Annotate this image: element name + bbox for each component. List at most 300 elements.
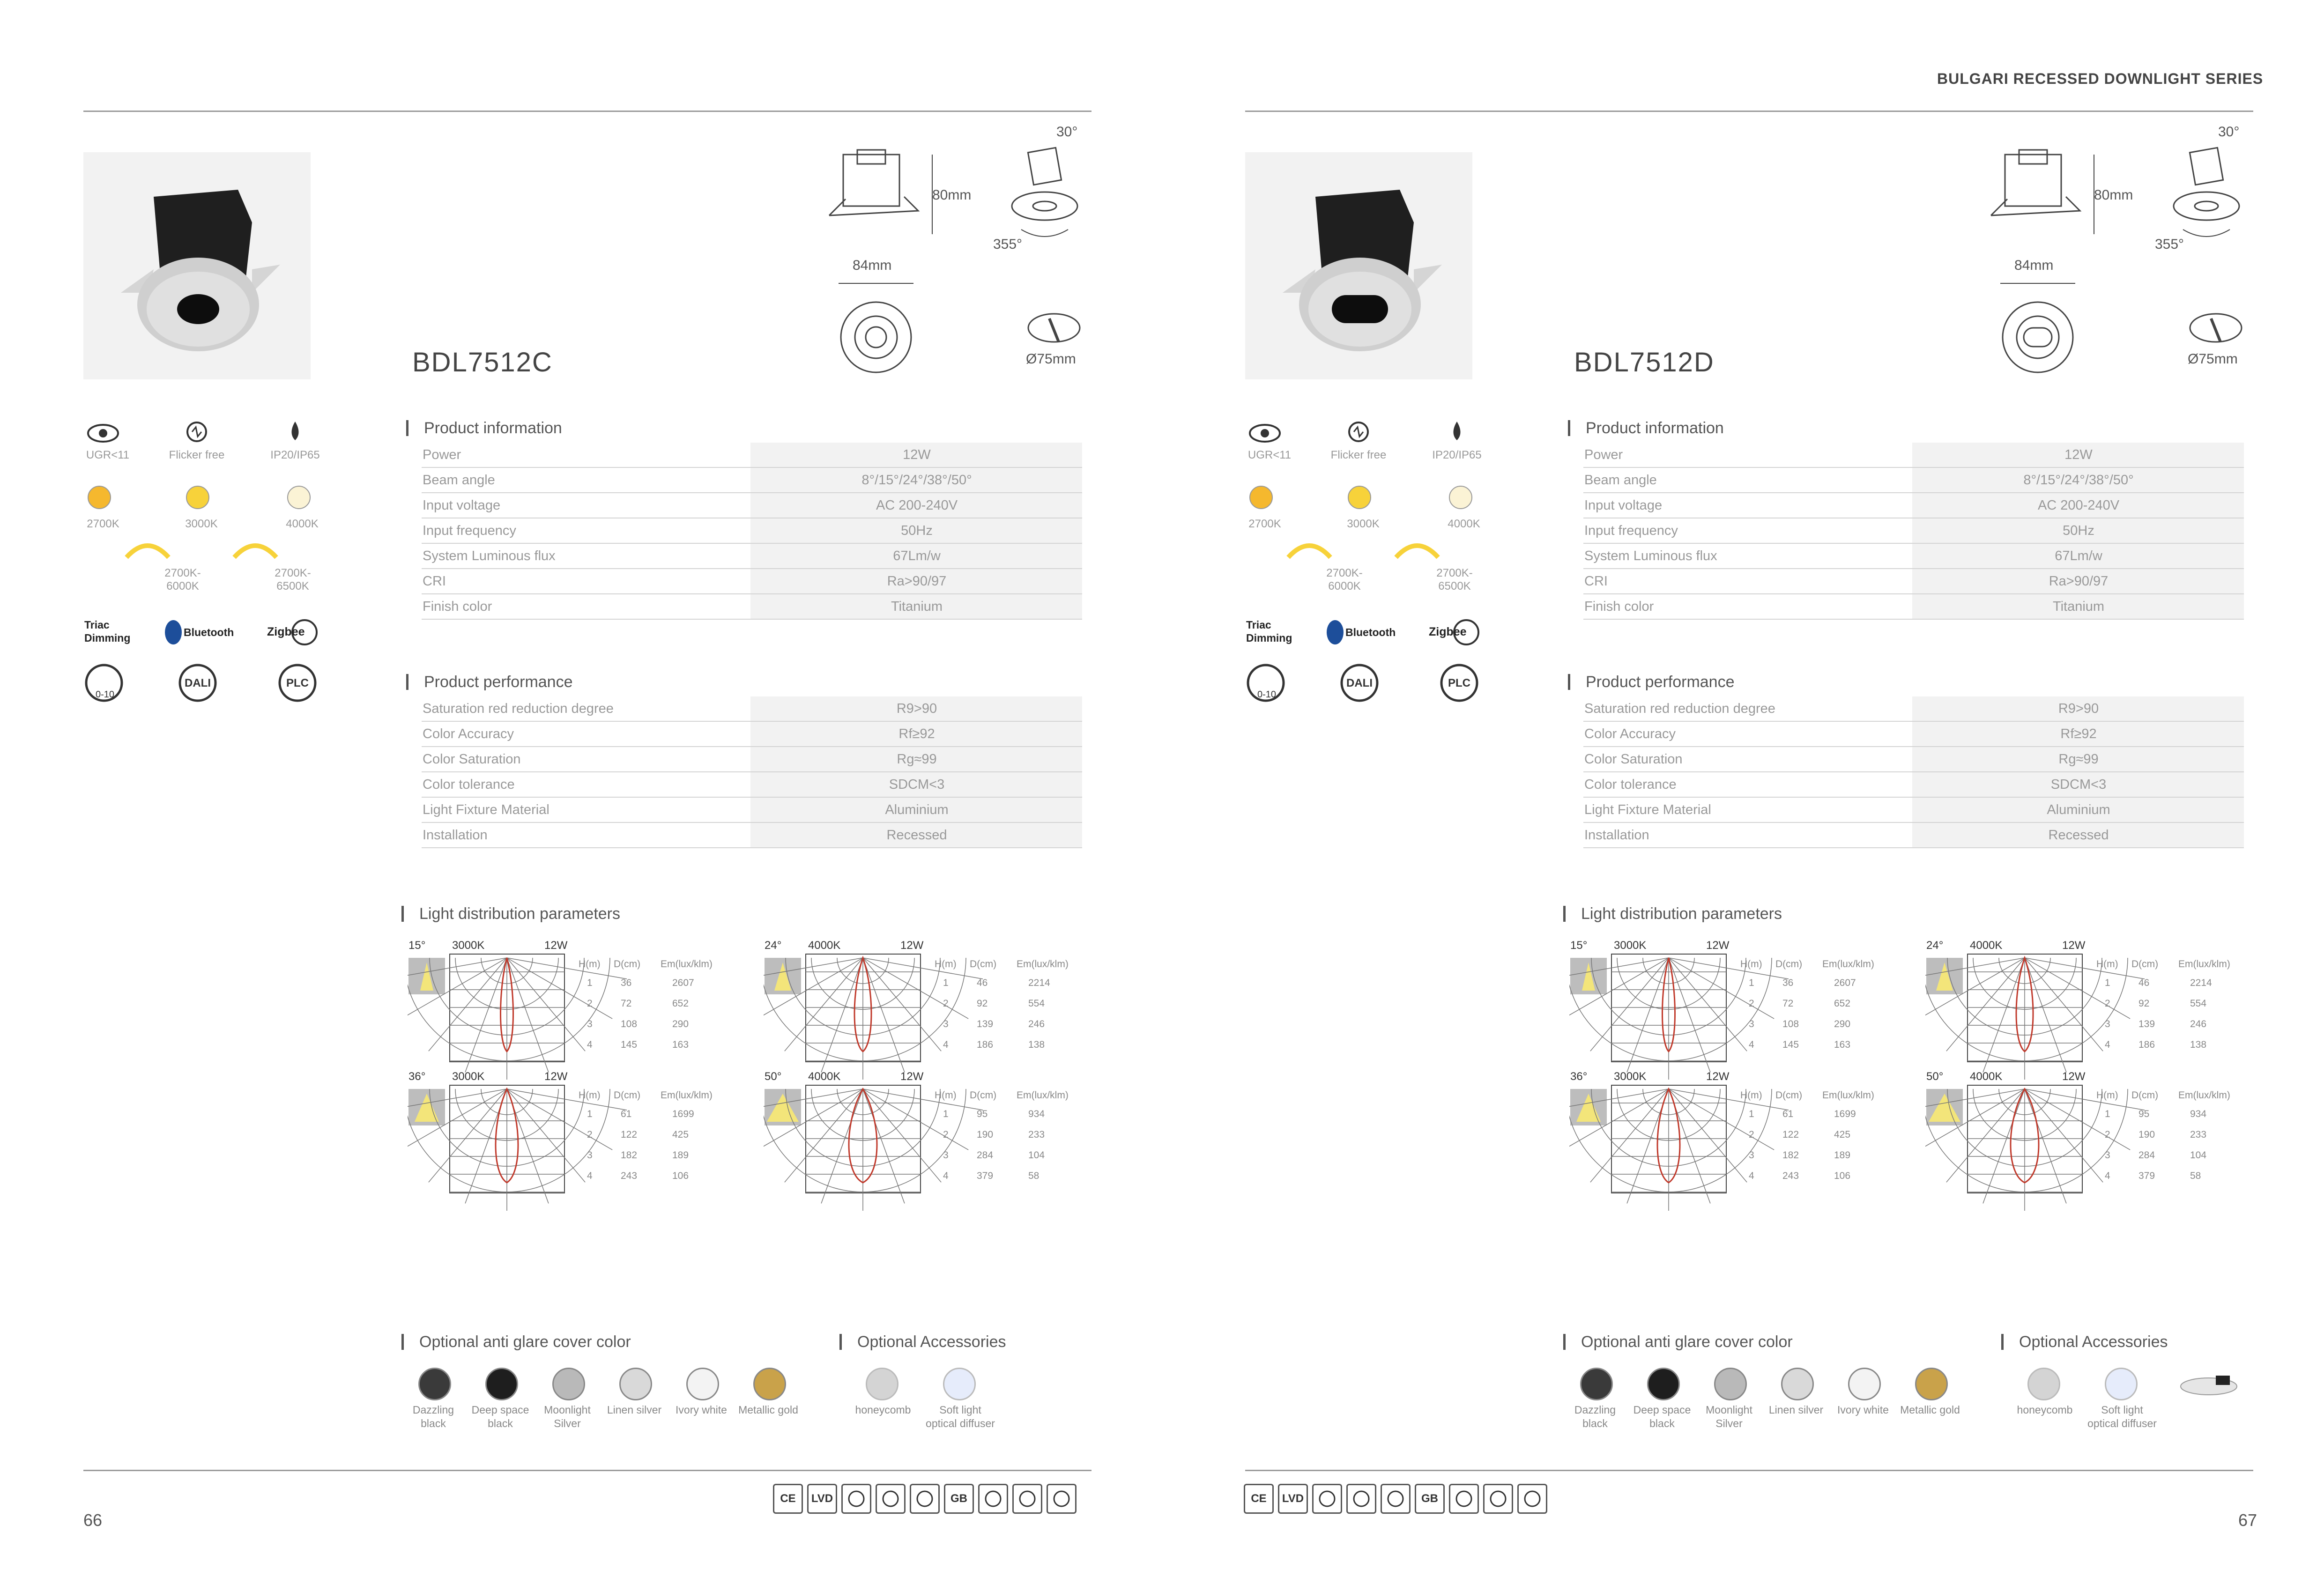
col-distance: D(cm) [1775,959,1803,970]
product-info-heading: Product information [1586,419,1724,437]
cover-label: Linen silver [1768,1404,1824,1416]
certification-mark-icon [1449,1484,1479,1514]
illuminance-value: 425 [672,1129,689,1140]
product-photo [1245,152,1472,379]
cct-label: 3000K [452,1070,485,1083]
spec-value: AC 200-240V [750,493,1082,518]
illuminance-value: 106 [1834,1170,1851,1181]
distance-value: 92 [2138,998,2150,1009]
spec-label: Input voltage [1583,493,1912,518]
spec-row [422,594,1082,619]
distance-value: 46 [977,977,988,988]
illuminance-row [2096,1150,2274,1170]
col-height: H(m) [935,1090,957,1101]
distance-value: 36 [621,977,632,988]
spec-label: Beam angle [422,467,750,493]
col-illuminance: Em(lux/klm) [1017,1090,1069,1101]
illuminance-value: 246 [1028,1019,1045,1029]
ip-rating-label: IP20/IP65 [270,449,320,461]
illuminance-row [579,977,757,998]
distance-value: 95 [2138,1109,2150,1119]
height-value: 2 [943,998,949,1009]
ugr-icon-label: UGR<11 [1247,449,1292,461]
col-height: H(m) [579,1090,601,1101]
illuminance-value: 2214 [1028,977,1050,988]
plc-label: PLC [1448,677,1470,689]
cover-swatch [1714,1368,1747,1400]
cover-swatch [552,1368,585,1400]
distance-value: 284 [977,1150,994,1161]
illuminance-value: 58 [2190,1170,2201,1181]
illuminance-value: 934 [1028,1109,1045,1119]
col-illuminance: Em(lux/klm) [2178,959,2230,970]
spec-label: Light Fixture Material [422,797,750,822]
illuminance-value: 554 [1028,998,1045,1009]
accessory-swatch [2105,1368,2138,1400]
col-height: H(m) [579,959,601,970]
distance-value: 72 [1782,998,1794,1009]
spec-label: Power [422,443,750,467]
spec-label: Light Fixture Material [1583,797,1912,822]
spec-row [1583,696,2244,721]
certification-mark-icon: GB [1415,1484,1445,1514]
illuminance-header [579,1090,757,1109]
distance-value: 190 [2138,1129,2155,1140]
cct-label: 4000K [808,1070,841,1083]
dim-width: 84mm [853,258,892,273]
height-value: 2 [943,1129,949,1140]
accessory-image [2178,1370,2239,1398]
product-performance-table [422,696,1082,848]
col-distance: D(cm) [970,959,997,970]
dimming-010-label: 0-10 [95,689,115,700]
power-label: 12W [1706,1070,1730,1083]
illuminance-row [935,1019,1113,1039]
illuminance-value: 290 [672,1019,689,1029]
ip-rating-label: IP20/IP65 [1432,449,1482,461]
illuminance-row [935,1129,1113,1150]
illuminance-row [579,1150,757,1170]
illuminance-row [935,1150,1113,1170]
cover-label: Deep space black [471,1404,529,1429]
certification-mark-icon [910,1484,940,1514]
col-illuminance: Em(lux/klm) [661,1090,713,1101]
dim-height: 80mm [2094,187,2133,203]
spec-label: Finish color [422,594,750,619]
distance-value: 72 [621,998,632,1009]
dimension-drawings [1986,122,2249,375]
height-value: 2 [2105,1129,2110,1140]
accessory-label: honeycomb [2017,1404,2073,1416]
spec-label: Color Accuracy [1583,721,1912,747]
light-distribution-chart [1569,1070,1925,1197]
col-distance: D(cm) [970,1090,997,1101]
product-info-table [1583,443,2244,620]
illuminance-table [935,959,1113,1060]
cover-swatch [1781,1368,1814,1400]
flicker-free-label: Flicker free [1330,449,1387,461]
illuminance-row [2096,977,2274,998]
distance-value: 145 [621,1039,638,1050]
cover-label: Moonlight Silver [1706,1404,1752,1429]
illuminance-value: 163 [672,1039,689,1050]
col-illuminance: Em(lux/klm) [2178,1090,2230,1101]
col-distance: D(cm) [2131,1090,2159,1101]
cct-3000k-label: 3000K [185,518,218,530]
height-value: 3 [587,1019,593,1029]
zigbee-label: Zigbee [1429,625,1467,638]
certification-mark-icon: CE [773,1484,803,1514]
feature-icons [75,412,337,712]
zigbee-label: Zigbee [267,625,305,638]
col-height: H(m) [2096,959,2118,970]
model-name: BDL7512C [412,347,553,378]
spec-value: Rf≥92 [1912,721,2244,747]
spec-label: Color tolerance [1583,772,1912,797]
height-value: 3 [587,1150,593,1161]
illuminance-value: 652 [672,998,689,1009]
distance-value: 61 [1782,1109,1794,1119]
accessory-label: Soft light optical diffuser [926,1404,995,1429]
illuminance-value: 934 [2190,1109,2207,1119]
height-value: 2 [2105,998,2110,1009]
col-distance: D(cm) [2131,959,2159,970]
beam-angle-label: 24° [765,939,782,952]
light-distribution-heading: Light distribution parameters [419,905,621,923]
height-value: 3 [2105,1019,2110,1029]
accessory-swatch [2027,1368,2060,1400]
illuminance-header [1740,959,1918,977]
page-number: 67 [2238,1510,2257,1530]
bottom-rule [1245,1470,2253,1471]
spec-value: 50Hz [750,518,1082,543]
product-info-table [422,443,1082,620]
spec-row [1583,797,2244,822]
bluetooth-label: Bluetooth [1345,626,1396,638]
spec-value: 8°/15°/24°/38°/50° [750,467,1082,493]
height-value: 4 [587,1039,593,1050]
col-height: H(m) [935,959,957,970]
certification-mark-icon [876,1484,906,1514]
illuminance-value: 163 [1834,1039,1851,1050]
cover-swatch [619,1368,652,1400]
height-value: 1 [2105,977,2110,988]
illuminance-row [1740,1109,1918,1129]
spec-label: Finish color [1583,594,1912,619]
spec-row [422,518,1082,543]
distance-value: 36 [1782,977,1794,988]
illuminance-table [1740,1090,1918,1191]
cover-swatch [1580,1368,1613,1400]
spec-value: R9>90 [750,696,1082,721]
dali-label: DALI [185,677,211,689]
spec-row [1583,518,2244,543]
illuminance-value: 233 [2190,1129,2207,1140]
power-label: 12W [1706,939,1730,952]
certification-mark-icon [1047,1484,1077,1514]
cct-3000k-label: 3000K [1347,518,1380,530]
col-height: H(m) [2096,1090,2118,1101]
spec-row [422,467,1082,493]
certification-mark-icon [1346,1484,1376,1514]
illuminance-value: 233 [1028,1129,1045,1140]
illuminance-row [2096,998,2274,1019]
distance-value: 284 [2138,1150,2155,1161]
spec-value: Rf≥92 [750,721,1082,747]
certification-mark-icon [1483,1484,1513,1514]
beam-angle-label: 24° [1926,939,1944,952]
col-height: H(m) [1740,1090,1762,1101]
height-value: 2 [587,998,593,1009]
height-value: 1 [943,1109,949,1119]
certification-mark-icon: LVD [807,1484,837,1514]
height-value: 3 [2105,1150,2110,1161]
distance-value: 243 [621,1170,638,1181]
distance-value: 243 [1782,1170,1799,1181]
accessory-swatch [866,1368,898,1400]
illuminance-value: 290 [1834,1019,1851,1029]
distance-value: 379 [977,1170,994,1181]
height-value: 2 [1749,998,1754,1009]
illuminance-row [579,1109,757,1129]
illuminance-header [579,959,757,977]
spec-value: Rg≈99 [750,747,1082,772]
spec-value: Titanium [1912,594,2244,619]
height-value: 1 [2105,1109,2110,1119]
col-distance: D(cm) [614,959,641,970]
cover-label: Moonlight Silver [544,1404,591,1429]
illuminance-table [2096,1090,2274,1191]
distance-value: 95 [977,1109,988,1119]
illuminance-row [1740,1150,1918,1170]
dim-cutout: Ø75mm [1026,351,1076,367]
spec-row [1583,747,2244,772]
illuminance-row [1740,1039,1918,1060]
spec-row [1583,467,2244,493]
certification-mark-icon [1312,1484,1342,1514]
product-info-heading: Product information [424,419,562,437]
cover-label: Dazzling black [1574,1404,1616,1429]
spec-row [1583,594,2244,619]
illuminance-value: 1699 [1834,1109,1856,1119]
cct-label: 3000K [452,939,485,952]
dim-rotate: 355° [993,237,1023,252]
product-performance-table [1583,696,2244,848]
cover-swatch [1647,1368,1680,1400]
spec-label: Installation [422,822,750,848]
illuminance-value: 2607 [672,977,694,988]
illuminance-row [579,1039,757,1060]
cover-label: Linen silver [607,1404,662,1416]
accessory-label: honeycomb [855,1404,911,1416]
cct-label: 4000K [808,939,841,952]
illuminance-header [1740,1090,1918,1109]
spec-row [1583,443,2244,467]
triac-dimming-label: Triac Dimming [84,619,131,644]
illuminance-value: 189 [672,1150,689,1161]
distance-value: 186 [977,1039,994,1050]
illuminance-row [2096,1109,2274,1129]
illuminance-row [935,1039,1113,1060]
spec-value: 50Hz [1912,518,2244,543]
plc-label: PLC [286,677,309,689]
height-value: 3 [1749,1019,1754,1029]
beam-angle-label: 50° [1926,1070,1944,1083]
certification-mark-icon: LVD [1278,1484,1308,1514]
light-distribution-chart [764,939,1120,1066]
certification-mark-icon [978,1484,1008,1514]
spec-row [422,797,1082,822]
spec-label: CRI [1583,569,1912,594]
spec-value: 12W [1912,443,2244,467]
height-value: 4 [1749,1039,1754,1050]
spec-label: Saturation red reduction degree [1583,696,1912,721]
illuminance-value: 138 [2190,1039,2207,1050]
light-distribution-chart [1569,939,1925,1066]
cover-label: Dazzling black [412,1404,454,1429]
spec-label: Color Saturation [1583,747,1912,772]
col-illuminance: Em(lux/klm) [661,959,713,970]
spec-value: Titanium [750,594,1082,619]
spec-row [422,721,1082,747]
spec-row [422,822,1082,848]
spec-value: Aluminium [750,797,1082,822]
illuminance-table [1740,959,1918,1060]
illuminance-value: 104 [2190,1150,2207,1161]
spec-label: Input frequency [1583,518,1912,543]
spec-label: Beam angle [1583,467,1912,493]
height-value: 2 [1749,1129,1754,1140]
illuminance-table [579,1090,757,1191]
product-performance-heading: Product performance [424,673,573,691]
distance-value: 92 [977,998,988,1009]
beam-angle-label: 36° [1570,1070,1588,1083]
cct-label: 3000K [1614,1070,1647,1083]
height-value: 3 [943,1150,949,1161]
dim-cutout: Ø75mm [2188,351,2238,367]
distance-value: 108 [621,1019,638,1029]
illuminance-value: 58 [1028,1170,1039,1181]
height-value: 4 [943,1170,949,1181]
tunable-white-6500-label: 2700K-6500K [275,567,311,592]
spec-row [1583,569,2244,594]
spec-label: Power [1583,443,1912,467]
beam-angle-label: 15° [408,939,426,952]
illuminance-value: 1699 [672,1109,694,1119]
distance-value: 145 [1782,1039,1799,1050]
illuminance-header [2096,1090,2274,1109]
tunable-white-6000-label: 2700K-6000K [164,567,201,592]
spec-label: CRI [422,569,750,594]
illuminance-row [579,998,757,1019]
col-illuminance: Em(lux/klm) [1822,959,1874,970]
product-performance-heading: Product performance [1586,673,1735,691]
accessories-heading: Optional Accessories [857,1333,1006,1351]
cct-label: 4000K [1970,1070,2003,1083]
light-distribution-chart [408,1070,764,1197]
illuminance-row [1740,998,1918,1019]
illuminance-row [1740,977,1918,998]
height-value: 2 [587,1129,593,1140]
spec-row [422,543,1082,569]
accessory-label: Soft light optical diffuser [2087,1404,2157,1429]
illuminance-value: 554 [2190,998,2207,1009]
col-height: H(m) [1740,959,1762,970]
power-label: 12W [900,1070,924,1083]
illuminance-value: 106 [672,1170,689,1181]
beam-angle-label: 50° [765,1070,782,1083]
distance-value: 61 [621,1109,632,1119]
spec-row [1583,721,2244,747]
distance-value: 139 [2138,1019,2155,1029]
beam-angle-label: 36° [408,1070,426,1083]
light-distribution-chart [764,1070,1120,1197]
light-distribution-chart [1925,939,2281,1066]
spec-value: Aluminium [1912,797,2244,822]
distance-value: 379 [2138,1170,2155,1181]
cover-label: Metallic gold [738,1404,798,1416]
certification-mark-icon: GB [944,1484,974,1514]
illuminance-row [579,1019,757,1039]
cct-4000k-label: 4000K [1448,518,1480,530]
spec-row [422,493,1082,518]
illuminance-header [935,1090,1113,1109]
distance-value: 190 [977,1129,994,1140]
power-label: 12W [2062,939,2086,952]
cover-label: Deep space black [1633,1404,1691,1429]
dimming-010-label: 0-10 [1257,689,1277,700]
illuminance-value: 104 [1028,1150,1045,1161]
illuminance-value: 138 [1028,1039,1045,1050]
illuminance-row [2096,1129,2274,1150]
height-value: 4 [2105,1170,2110,1181]
dim-tilt: 30° [2218,124,2240,140]
illuminance-value: 246 [2190,1019,2207,1029]
spec-value: Ra>90/97 [750,569,1082,594]
light-distribution-heading: Light distribution parameters [1581,905,1782,923]
spec-value: Rg≈99 [1912,747,2244,772]
spec-label: Color tolerance [422,772,750,797]
certification-mark-icon [841,1484,871,1514]
accessories-heading: Optional Accessories [2019,1333,2168,1351]
tunable-white-6500-label: 2700K-6500K [1436,567,1473,592]
illuminance-row [579,1129,757,1150]
height-value: 3 [1749,1150,1754,1161]
distance-value: 182 [621,1150,638,1161]
cover-swatch [686,1368,719,1400]
dim-width: 84mm [2014,258,2054,273]
model-name: BDL7512D [1574,347,1715,378]
cct-2700k-label: 2700K [1248,518,1281,530]
power-label: 12W [2062,1070,2086,1083]
illuminance-row [1740,1170,1918,1191]
illuminance-value: 2607 [1834,977,1856,988]
product-photo [83,152,311,379]
cover-color-heading: Optional anti glare cover color [419,1333,631,1351]
cover-swatch [1915,1368,1948,1400]
height-value: 4 [587,1170,593,1181]
light-distribution-chart [1925,1070,2281,1197]
distance-value: 182 [1782,1150,1799,1161]
illuminance-row [2096,1039,2274,1060]
col-distance: D(cm) [1775,1090,1803,1101]
spec-row [422,772,1082,797]
illuminance-row [2096,1170,2274,1191]
series-title: BULGARI RECESSED DOWNLIGHT SERIES [1937,70,2264,87]
spec-value: Ra>90/97 [1912,569,2244,594]
power-label: 12W [900,939,924,952]
illuminance-row [1740,1129,1918,1150]
